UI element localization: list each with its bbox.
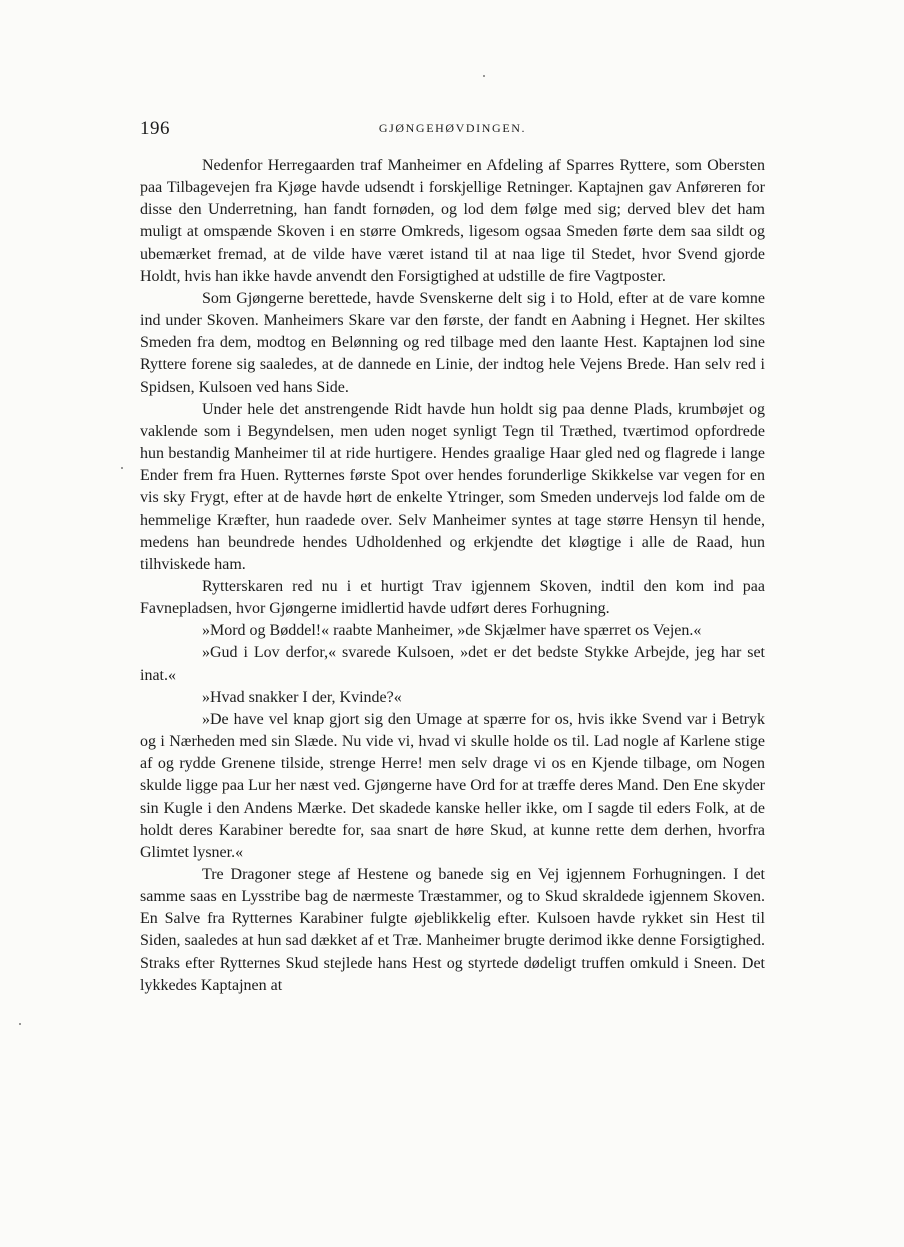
dialogue-line: »Mord og Bøddel!« raabte Manheimer, »de Skjælmer have spærret os Vejen.« [202, 622, 702, 640]
scan-speck [483, 75, 485, 77]
paragraph: Tre Dragoner stege af Hestene og banede sig en Vej igjennem Forhugningen. I det samme saas en Lysstribe bag de nærmeste Træstammer, og to Skud skraldede igjennem Skoven. En Salve fra Rytternes Karabiner fulgte øjeblikkelig efter. Kulsoen havde rykket sin Hest til Siden, saaledes at hun sad dækket af et Træ. Manheimer brugte derimod ikke denne Forsigtighed. Straks efter Rytternes Skud stejlede hans Hest og styrtede dødeligt truffen omkuld i Sneen. Det lykkedes Kaptajnen at [140, 866, 765, 994]
paragraph: Som Gjøngerne berettede, havde Svenskerne delt sig i to Hold, efter at de vare komne ind under Skoven. Manheimers Skare var den første, der fandt en Aabning i Hegnet. Her skiltes Smeden fra dem, modtog en Belønning og red tilbage med den laante Hest. Kaptajnen lod sine Ryttere forene sig saaledes, at de dannede en Linie, der indtog hele Vejens Brede. Han selv red i Spidsen, Kulsoen ved hans Side. [140, 289, 765, 396]
running-title: GJØNGEHØVDINGEN. [378, 121, 527, 135]
dialogue-line: »De have vel knap gjort sig den Umage at spærre for os, hvis ikke Svend var i Betryk og i Nærheden med sin Slæde. Nu vide vi, hvad vi skulle holde os til. Lad nogle af Karlene stige af og rydde Grenene tilside, strenge Herre! men selv drage vi os en Kjende tilbage, om Nogen skulde ligge paa Lur her næst ved. Gjøngerne have Ord for at træffe deres Mand. Den Ene skyder sin Kugle i den Andens Mærke. Det skadede kanske heller ikke, om I sagde til eders Folk, at de holdt deres Karabiner beredte for, saa snart de høre Skud, at kunne rette dem derhen, hvorfra Glimtet lysner.« [140, 710, 765, 861]
paragraph: Nedenfor Herregaarden traf Manheimer en Afdeling af Sparres Ryttere, som Obersten paa Tilbagevejen fra Kjøge havde udsendt i forskjellige Retninger. Kaptajnen gav Anføreren for disse den Underretning, han fandt fornøden, og lod dem følge med sig; derved blev det ham muligt at omspænde Skoven i en større Omkreds, ligesom ogsaa Smeden førte dem saa sildt og ubemærket fremad, at de vilde have været istand til at naa lige til Stedet, hvor Svend gjorde Holdt, hvis han ikke havde anvendt den Forsigtighed at udstille de fire Vagtposter. [140, 157, 765, 285]
dialogue-line: »Hvad snakker I der, Kvinde?« [202, 688, 402, 706]
page-header [140, 118, 765, 142]
paragraph: Rytterskaren red nu i et hurtigt Trav igjennem Skoven, indtil den kom ind paa Favnepladsen, hvor Gjøngerne imidlertid havde udført deres Forhugning. [140, 577, 765, 618]
page-number: 196 [140, 118, 170, 139]
scan-speck [19, 1023, 21, 1025]
scan-speck [121, 467, 123, 469]
dialogue-line: »Gud i Lov derfor,« svarede Kulsoen, »det er det bedste Stykke Arbejde, jeg har set inat.« [140, 644, 765, 684]
body-text [140, 155, 765, 997]
paragraph: Under hele det anstrengende Ridt havde hun holdt sig paa denne Plads, krumbøjet og vaklende som i Begyndelsen, men uden noget synligt Tegn til Træthed, tværtimod opfordrede hun bestandig Manheimer til at ride hurtigere. Hendes graalige Haar gled ned og flagrede i lange Ender frem fra Huen. Rytternes første Spot over hendes forunderlige Skikkelse var vegen for en vis sky Frygt, efter at de havde hørt de enkelte Ytringer, som Smeden undervejs lod falde om de hemmelige Kræfter, hun raadede over. Selv Manheimer syntes at tage større Hensyn til hende, medens han beundrede hendes Udholdenhed og erkjendte det kløgtige i alle de Raad, hun tilhviskede ham. [140, 400, 765, 573]
